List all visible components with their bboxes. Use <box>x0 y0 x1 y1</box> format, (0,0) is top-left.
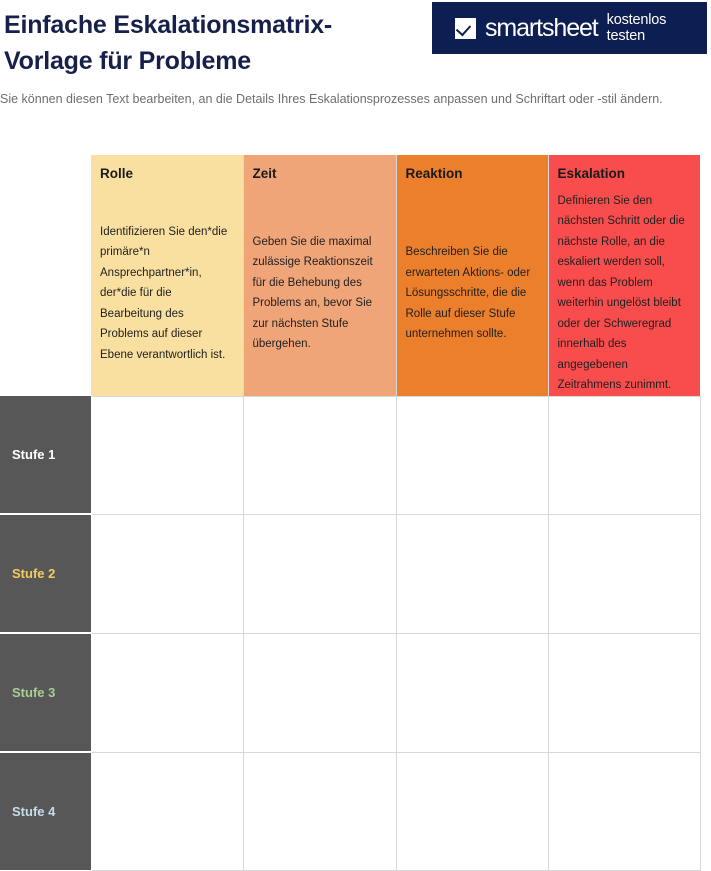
cell-stufe1-zeit[interactable] <box>243 396 396 514</box>
cell-stufe4-rolle[interactable] <box>91 752 243 870</box>
smartsheet-brand-badge[interactable] <box>432 2 707 54</box>
stage-label-1[interactable]: Stufe 1 <box>0 396 91 514</box>
cell-stufe2-reaktion[interactable] <box>396 514 548 633</box>
matrix-description-row <box>0 191 700 396</box>
checkbox-check-icon <box>455 18 476 39</box>
matrix-header-row <box>0 155 700 191</box>
cell-stufe2-eskalation[interactable] <box>548 514 700 633</box>
page-title-line-1: Einfache Eskalationsmatrix- <box>4 11 333 39</box>
column-description-eskalation[interactable]: Definieren Sie den nächsten Schritt oder die nächste Rolle, an die eskaliert werden soll, wenn das Problem weiterhin ungelöst bleibt oder der Schweregrad innerhalb des angegebenen Zeitrahmens zunimmt. <box>548 191 700 396</box>
column-description-rolle[interactable]: Identifizieren Sie den*die primäre*n Ansprechpartner*in, der*die für die Bearbeitung des Problems auf dieser Ebene verantwortlich ist. <box>91 191 243 396</box>
page-title <box>4 8 434 79</box>
cell-stufe3-reaktion[interactable] <box>396 633 548 752</box>
stage-label-2[interactable]: Stufe 2 <box>0 514 91 633</box>
cell-stufe4-eskalation[interactable] <box>548 752 700 870</box>
cell-stufe3-eskalation[interactable] <box>548 633 700 752</box>
table-row <box>0 396 700 514</box>
column-description-reaktion[interactable]: Beschreiben Sie die erwarteten Aktions- oder Lösungsschritte, die die Rolle auf dieser Stufe unternehmen sollte. <box>396 191 548 396</box>
cell-stufe2-zeit[interactable] <box>243 514 396 633</box>
cell-stufe4-zeit[interactable] <box>243 752 396 870</box>
brand-name: smartsheet <box>485 13 598 42</box>
escalation-matrix-table <box>0 155 701 871</box>
cell-stufe2-rolle[interactable] <box>91 514 243 633</box>
description-spacer <box>0 191 91 396</box>
cell-stufe1-rolle[interactable] <box>91 396 243 514</box>
table-row <box>0 514 700 633</box>
cell-stufe1-reaktion[interactable] <box>396 396 548 514</box>
column-header-reaktion[interactable]: Reaktion <box>396 155 548 191</box>
title-block <box>0 0 434 79</box>
table-row <box>0 633 700 752</box>
page-header <box>0 0 711 110</box>
matrix-corner-spacer <box>0 155 91 191</box>
column-header-rolle[interactable]: Rolle <box>91 155 243 191</box>
page-title-line-2: Vorlage für Probleme <box>4 46 251 75</box>
column-header-zeit[interactable]: Zeit <box>243 155 396 191</box>
table-row <box>0 752 700 870</box>
column-description-zeit[interactable]: Geben Sie die maximal zulässige Reaktionszeit für die Behebung des Problems an, bevor Sie zur nächsten Stufe übergehen. <box>243 191 396 396</box>
stage-label-3[interactable]: Stufe 3 <box>0 633 91 752</box>
cell-stufe4-reaktion[interactable] <box>396 752 548 870</box>
escalation-matrix <box>0 155 711 871</box>
page-subtitle: Sie können diesen Text bearbeiten, an die Details Ihres Eskalationsprozesses anpassen und Schriftart oder -stil ändern. <box>0 92 663 106</box>
stage-label-4[interactable]: Stufe 4 <box>0 752 91 870</box>
cell-stufe3-zeit[interactable] <box>243 633 396 752</box>
column-header-eskalation[interactable]: Eskalation <box>548 155 700 191</box>
cell-stufe3-rolle[interactable] <box>91 633 243 752</box>
cell-stufe1-eskalation[interactable] <box>548 396 700 514</box>
brand-tagline: kostenlos testen <box>606 12 667 44</box>
